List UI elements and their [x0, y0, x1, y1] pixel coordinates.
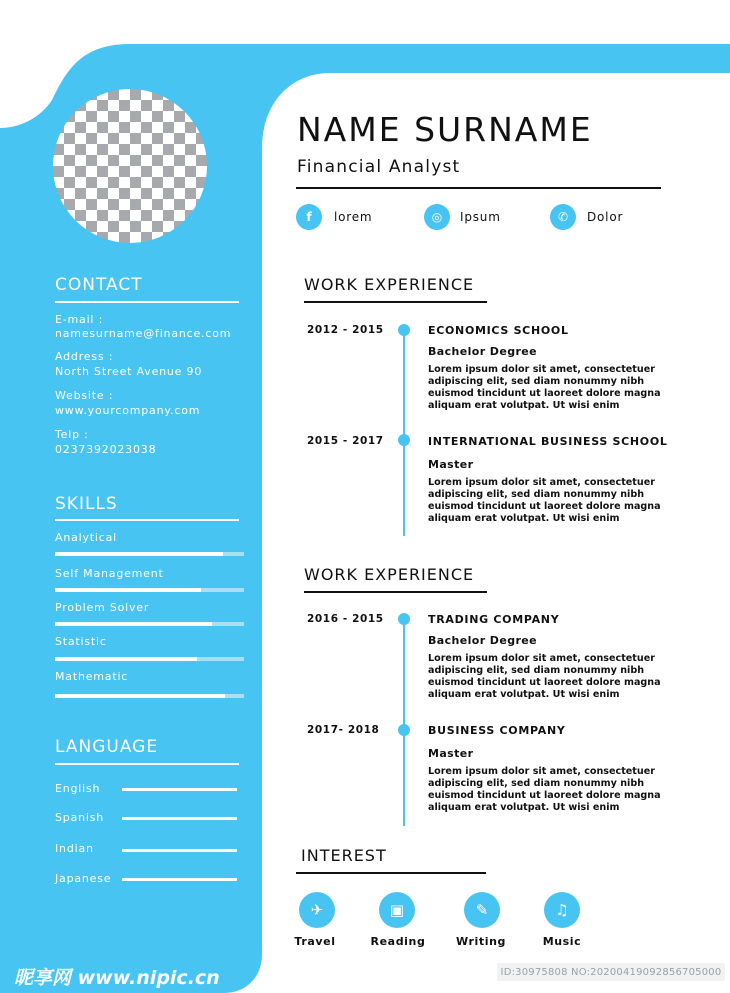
description-line: euismod tincidunt ut laoreet dolore magna: [428, 677, 661, 688]
skill-bar-fill: [55, 694, 225, 698]
skill-bar: [55, 552, 244, 556]
skills-heading: SKILLS: [55, 494, 118, 514]
language-name: Indian: [55, 842, 94, 855]
skill-bar-fill: [55, 552, 223, 556]
interest-label: Reading: [370, 935, 426, 948]
timeline-dot: [398, 724, 410, 736]
section-rule: [304, 301, 487, 303]
skill-name: Problem Solver: [55, 601, 150, 614]
whatsapp-icon[interactable]: ✆: [550, 204, 576, 230]
entry-degree: Bachelor Degree: [428, 634, 538, 647]
section-rule: [304, 591, 487, 593]
entry-date: 2016 - 2015: [307, 613, 384, 625]
description-line: adipiscing elit, sed diam nonummy nibh: [428, 376, 645, 387]
profile-photo-placeholder: [53, 89, 207, 243]
skill-bar-fill: [55, 657, 197, 661]
timeline-dot: [398, 324, 410, 336]
airplane-icon: ✈: [299, 892, 335, 928]
social-label[interactable]: Dolor: [587, 210, 624, 224]
entry-description: [428, 477, 668, 525]
interest-label: Travel: [294, 935, 336, 948]
entry-date: 2017- 2018: [307, 724, 380, 736]
entry-degree: Master: [428, 747, 474, 760]
entry-description: [428, 364, 668, 412]
description-line: euismod tincidunt ut laoreet dolore magna: [428, 501, 661, 512]
interest-label: Music: [542, 935, 582, 948]
interest-heading: INTEREST: [301, 846, 387, 865]
description-line: aliquam erat volutpat. Ut wisi enim: [428, 400, 620, 411]
skill-bar-fill: [55, 588, 201, 592]
facebook-icon[interactable]: f: [296, 204, 322, 230]
description-line: Lorem ipsum dolor sit amet, consectetuer: [428, 477, 655, 488]
entry-degree: Bachelor Degree: [428, 345, 538, 358]
language-bar: [122, 788, 237, 791]
skill-name: Statistic: [55, 635, 107, 648]
timeline-dot: [398, 434, 410, 446]
language-bar: [122, 878, 237, 881]
skills-rule: [55, 519, 239, 521]
pen-icon: ✎: [464, 892, 500, 928]
entry-organization: BUSINESS COMPANY: [428, 724, 566, 737]
description-line: euismod tincidunt ut laoreet dolore magna: [428, 388, 661, 399]
skill-name: Mathematic: [55, 670, 129, 683]
description-line: Lorem ipsum dolor sit amet, consectetuer: [428, 653, 655, 664]
work-experience-heading: WORK EXPERIENCE: [304, 275, 475, 294]
email-value[interactable]: namesurname@finance.com: [55, 327, 232, 340]
entry-degree: Master: [428, 458, 474, 471]
address-label: Address :: [55, 350, 114, 363]
language-name: Spanish: [55, 811, 105, 824]
skill-name: Analytical: [55, 531, 118, 544]
skill-bar-fill: [55, 622, 212, 626]
watermark-logo: 昵享网 www.nipic.cn: [14, 967, 220, 989]
website-value[interactable]: www.yourcompany.com: [55, 404, 201, 417]
entry-organization: ECONOMICS SCHOOL: [428, 324, 569, 337]
skill-bar: [55, 657, 244, 661]
language-name: English: [55, 782, 101, 795]
phone-label: Telp :: [55, 428, 89, 441]
book-icon: ▣: [379, 892, 415, 928]
description-line: euismod tincidunt ut laoreet dolore magna: [428, 790, 661, 801]
email-label: E-mail :: [55, 313, 104, 326]
skill-bar: [55, 588, 244, 592]
entry-organization: TRADING COMPANY: [428, 613, 560, 626]
interest-label: Writing: [455, 935, 507, 948]
description-line: adipiscing elit, sed diam nonummy nibh: [428, 665, 645, 676]
full-name: NAME SURNAME: [297, 110, 593, 149]
language-bar: [122, 817, 237, 820]
skill-bar: [55, 694, 244, 698]
language-bar: [122, 849, 237, 852]
skill-name: Self Management: [55, 567, 164, 580]
entry-date: 2012 - 2015: [307, 324, 384, 336]
entry-date: 2015 - 2017: [307, 435, 384, 447]
entry-organization: INTERNATIONAL BUSINESS SCHOOL: [428, 435, 668, 448]
description-line: aliquam erat volutpat. Ut wisi enim: [428, 513, 620, 524]
skill-bar: [55, 622, 244, 626]
header-rule: [296, 187, 661, 189]
description-line: adipiscing elit, sed diam nonummy nibh: [428, 489, 645, 500]
timeline-line: [403, 330, 405, 536]
social-label[interactable]: Ipsum: [460, 210, 501, 224]
language-name: Japanese: [55, 872, 112, 885]
image-id-stamp: ID:30975808 NO:20200419092856705000: [497, 963, 725, 981]
description-line: Lorem ipsum dolor sit amet, consectetuer: [428, 364, 655, 375]
address-value: North Street Avenue 90: [55, 365, 203, 378]
job-title: Financial Analyst: [297, 157, 461, 177]
description-line: Lorem ipsum dolor sit amet, consectetuer: [428, 766, 655, 777]
work-experience-heading: WORK EXPERIENCE: [304, 565, 475, 584]
contact-rule: [55, 301, 239, 303]
instagram-icon[interactable]: ◎: [424, 204, 450, 230]
contact-heading: CONTACT: [55, 275, 143, 295]
phone-value: 0237392023038: [55, 443, 157, 456]
music-icon: ♫: [544, 892, 580, 928]
language-heading: LANGUAGE: [55, 737, 159, 757]
description-line: aliquam erat volutpat. Ut wisi enim: [428, 689, 620, 700]
entry-description: [428, 653, 668, 701]
website-label: Website :: [55, 389, 114, 402]
description-line: aliquam erat volutpat. Ut wisi enim: [428, 802, 620, 813]
entry-description: [428, 766, 668, 814]
language-rule: [55, 763, 239, 765]
timeline-dot: [398, 613, 410, 625]
section-rule: [296, 872, 486, 874]
timeline-line: [403, 619, 405, 826]
social-label[interactable]: lorem: [334, 210, 373, 224]
description-line: adipiscing elit, sed diam nonummy nibh: [428, 778, 645, 789]
